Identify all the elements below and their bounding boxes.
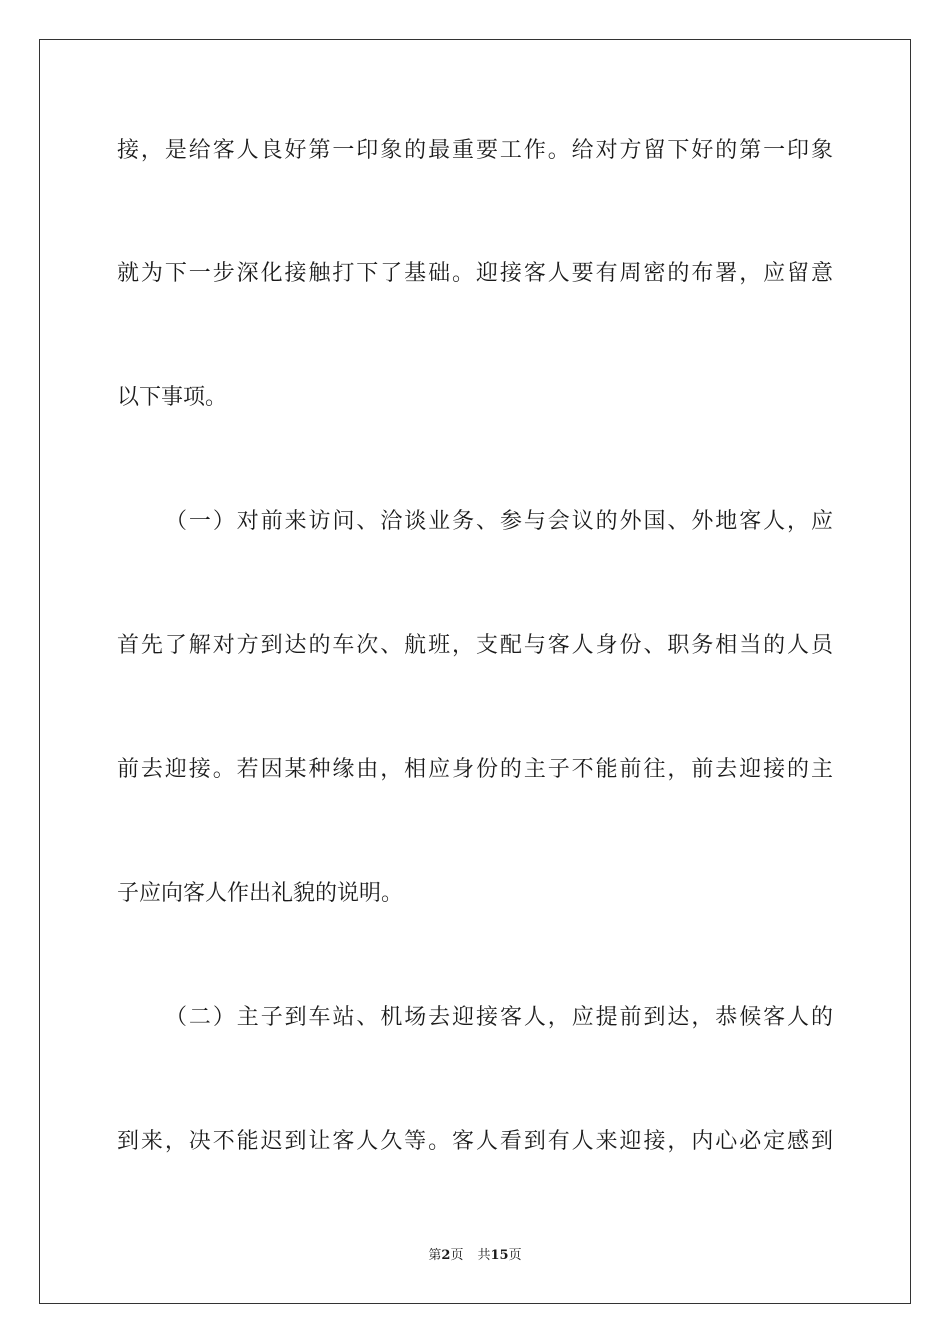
body-line-9: 到来，决不能迟到让客人久等。客人看到有人来迎接，内心必定感到 bbox=[117, 1129, 833, 1154]
body-line-5: 首先了解对方到达的车次、航班，支配与客人身份、职务相当的人员 bbox=[117, 633, 833, 658]
page-footer bbox=[0, 1247, 950, 1265]
footer-total-suffix: 页 bbox=[508, 1248, 522, 1263]
body-line-6: 前去迎接。若因某种缘由，相应身份的主子不能前往，前去迎接的主 bbox=[117, 757, 833, 782]
body-line-7: 子应向客人作出礼貌的说明。 bbox=[117, 881, 404, 906]
body-line-2: 就为下一步深化接触打下了基础。迎接客人要有周密的布署，应留意 bbox=[117, 261, 833, 286]
footer-page-suffix: 页 bbox=[450, 1248, 464, 1263]
footer-page-number: 2 bbox=[441, 1248, 451, 1263]
body-line-8: （二）主子到车站、机场去迎接客人，应提前到达，恭候客人的 bbox=[165, 1005, 833, 1030]
footer-total-pages: 15 bbox=[490, 1248, 509, 1263]
body-line-4: （一）对前来访问、洽谈业务、参与会议的外国、外地客人，应 bbox=[165, 509, 833, 534]
page-border bbox=[39, 39, 911, 1304]
body-line-1: 接，是给客人良好第一印象的最重要工作。给对方留下好的第一印象 bbox=[117, 138, 833, 163]
footer-total-prefix: 共 bbox=[477, 1248, 491, 1263]
footer-page-prefix: 第 bbox=[428, 1248, 442, 1263]
body-line-3: 以下事项。 bbox=[117, 385, 228, 410]
